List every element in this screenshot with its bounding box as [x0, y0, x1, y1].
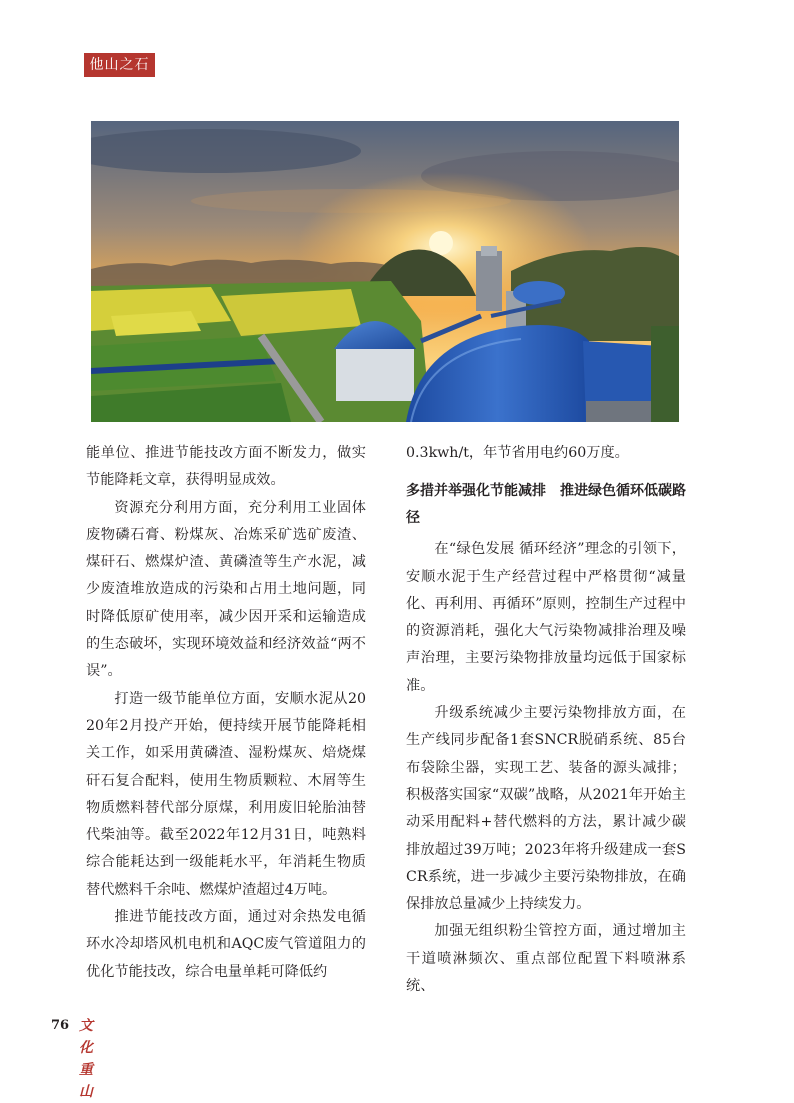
paragraph: 在“绿色发展 循环经济”理念的引领下，安顺水泥于生产经营过程中严格贯彻“减量化、再利用、再循环”原则，控制生产过程中的资源消耗，强化大气污染物减排治理及噪声治理，主要污染物排放量均远低于国家标准。: [406, 541, 686, 694]
section-heading: 多措并举强化节能减排 推进绿色循环低碳路径: [406, 483, 686, 527]
magazine-logo: 文化重山: [79, 1018, 94, 1100]
paragraph: 能单位、推进节能技改方面不断发力，做实节能降耗文章，获得明显成效。: [86, 445, 366, 489]
page-number: 76: [51, 1018, 70, 1033]
cement-plant-sunset-photo: [91, 121, 679, 422]
paragraph: 推进节能技改方面，通过对余热发电循环水冷却塔风机电机和AQC废气管道阻力的优化节能技改，综合电量单耗可降低约: [86, 909, 366, 980]
right-column: [406, 440, 686, 1000]
left-column: [86, 440, 366, 986]
paragraph: 加强无组织粉尘管控方面，通过增加主干道喷淋频次、重点部位配置下料喷淋系统、: [406, 923, 686, 995]
paragraph: 资源充分利用方面，充分利用工业固体废物磷石膏、粉煤灰、冶炼采矿选矿废渣、煤矸石、燃煤炉渣、黄磷渣等生产水泥，减少废渣堆放造成的污染和占用土地问题，同时降低原矿使用率，减少因开采和运输造成的生态破坏，实现环境效益和经济效益“两不误”。: [86, 499, 366, 680]
paragraph: 升级系统减少主要污染物排放方面，在生产线同步配备1套SNCR脱硝系统、85台布袋除尘器，实现工艺、装备的源头减排；积极落实国家“双碳”战略，从2021年开始主动采用配料+替代燃料的方法，累计减少碳排放超过39万吨；2023年将升级建成一套SCR系统，进一步减少主要污染物排放，在确保排放总量减少上持续发力。: [406, 705, 686, 913]
section-label: 他山之石: [84, 53, 155, 77]
paragraph: 打造一级节能单位方面，安顺水泥从2020年2月投产开始，便持续开展节能降耗相关工作，如采用黄磷渣、湿粉煤灰、焙烧煤矸石复合配料，使用生物质颗粒、木屑等生物质燃料替代部分原煤，利用废旧轮胎油替代柴油等。截至2022年12月31日，吨熟料综合能耗达到一级能耗水平，年消耗生物质替代燃料千余吨、燃煤炉渣超过4万吨。: [86, 690, 366, 898]
paragraph: 0.3kwh/t，年节省用电约60万度。: [406, 445, 629, 461]
